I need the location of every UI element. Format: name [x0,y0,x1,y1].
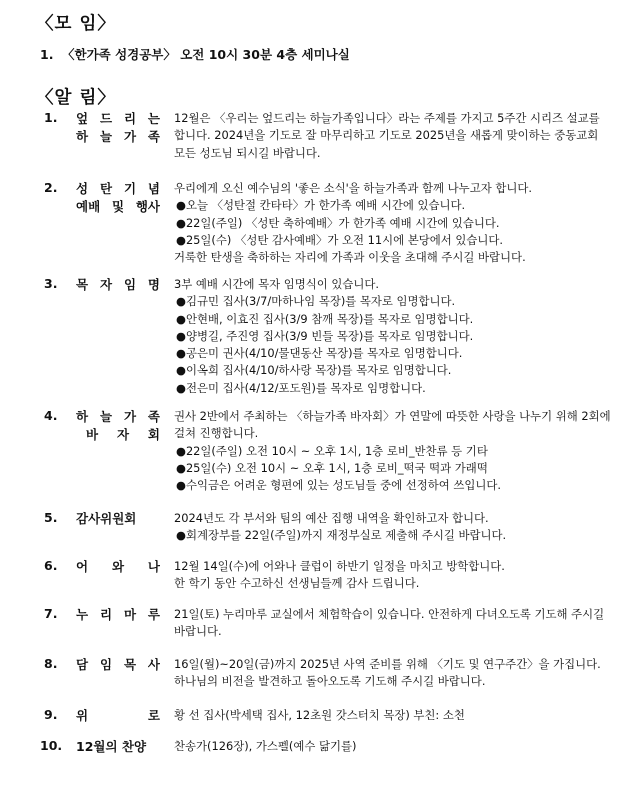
label-glyph: 마 [123,607,137,622]
label-glyph: 로 [147,708,160,723]
bullet-line: ●22일(주일) 〈성탄 축하예배〉가 한가족 예배 시간에 있습니다. [176,215,500,230]
body-text: 권사 2반에서 주최하는 〈하늘가족 바자회〉가 연말에 따뜻한 사랑을 나누기 위해 2회에 걸쳐 진행합니다. [174,409,611,441]
label-glyph: 임 [99,657,113,672]
bullet-line: ●25일(수) 〈성탄 감사예배〉가 오전 11시에 본당에서 있습니다. [176,232,504,247]
label-glyph: 하 [76,409,89,424]
label-glyph: 가 [123,129,137,144]
announcement-body [174,510,612,545]
gathering-item-number: 1. [40,47,54,62]
label-glyph: 행사 [135,199,160,214]
label-glyph: 사 [147,657,160,672]
label-glyph: 자 [116,427,130,442]
gathering-item [40,45,350,63]
gathering-item-text: 〈한가족 성경공부〉 오전 10시 30분 4층 세미나실 [62,47,350,62]
announcement-label [76,707,160,725]
bullet-line: ●수익금은 어려운 형편에 있는 성도님들 중에 선정하여 쓰입니다. [176,478,501,493]
gathering-heading: 〈모 임〉 [36,14,116,34]
body-line: 황 선 집사(박세택 집사, 12초원 갓스터치 목장) 부친: 소천 [174,708,465,722]
label-glyph: 목 [123,657,137,672]
label-glyph: 자 [99,277,113,292]
announcement-number: 4. [44,408,58,423]
announcement-body [174,110,612,162]
bullet-line: ●회계장부를 22일(주일)까지 재정부실로 제출해 주시길 바랍니다. [176,528,507,543]
label-glyph: 리 [123,111,137,126]
label-line [76,110,160,128]
announcement-label [76,558,160,576]
label-glyph: 위 [76,708,89,723]
label-glyph: 탄 [99,181,113,196]
label-glyph: 가 [123,409,137,424]
body-text: 16일(월)~20일(금)까지 2025년 사역 준비를 위해 〈기도 및 연구주간〉을 가집니다. 하나님의 비전을 발견하고 돌아오도록 기도해 주시길 바랍니다. [174,657,601,689]
announcement-number: 3. [44,276,58,291]
body-text: 21일(토) 누리마루 교실에서 체험학습이 있습니다. 안전하게 다녀오도록 기도해 주시길 바랍니다. [174,607,605,639]
body-text: 12월은 〈우리는 엎드리는 하늘가족입니다〉라는 주제를 가지고 5주간 시리즈 설교를 합니다. 2024년을 기도로 잘 마무리하고 기도로 2025년을 새롭게 맞이하는 중동교회 모든 성도님 되시길 바랍니다. [174,111,600,160]
label-line [76,128,160,146]
label-glyph: 및 [111,199,125,214]
label-line [76,180,160,198]
label-glyph: 목 [76,277,89,292]
body-line: 찬송가(126장), 가스펠(예수 닮기를) [174,739,357,753]
bullet-line: ●공은미 권사(4/10/물댄동산 목장)를 목자로 임명합니다. [176,346,463,361]
bullet-line: ●이옥희 집사(4/10/하사랑 목장)를 목자로 임명합니다. [176,363,452,378]
label-line [76,707,160,725]
label-line [76,198,160,216]
label-glyph: 리 [99,607,113,622]
label-line: 12월의 찬양 [76,739,147,754]
label-glyph: 엎 [76,111,89,126]
announcement-number: 2. [44,180,58,195]
label-glyph: 나 [147,559,160,574]
label-glyph: 늘 [99,129,113,144]
body-line: 2024년도 각 부서와 팀의 예산 집행 내역을 확인하고자 합니다. [174,511,489,525]
label-glyph: 회 [147,427,160,442]
announcement-body [174,558,612,593]
label-glyph: 족 [147,409,160,424]
announcement-body [174,738,612,755]
body-line: 한 학기 동안 수고하신 선생님들께 감사 드립니다. [174,576,420,591]
label-glyph: 는 [147,111,160,126]
label-glyph: 하 [76,129,89,144]
announcement-number: 6. [44,558,58,573]
announcement-body [174,276,612,397]
announcement-label [76,656,160,674]
bullet-line: ●25일(수) 오전 10시 ~ 오후 1시, 1층 로비_떡국 떡과 가래떡 [176,460,488,475]
announcement-label [76,408,160,444]
announcement-body [174,656,612,691]
announcement-number: 10. [40,738,63,753]
bullet-line: ●김규민 집사(3/7/마하나임 목장)를 목자로 임명합니다. [176,294,456,309]
label-glyph: 족 [147,129,160,144]
announcement-label [76,738,160,756]
label-glyph: 명 [147,277,160,292]
label-glyph: 임 [123,277,137,292]
label-line: 감사위원회 [76,511,137,526]
label-glyph: 성 [76,181,89,196]
announcement-number: 9. [44,707,58,722]
announcement-label [76,510,160,528]
bullet-line: ●안현배, 이효진 집사(3/9 참깨 목장)를 목자로 임명합니다. [176,311,474,326]
announcements-heading: 〈알 림〉 [36,88,116,108]
label-glyph: 늘 [99,409,113,424]
announcement-body [174,408,612,494]
announcement-label [76,276,160,294]
label-line [76,606,160,624]
label-glyph: 어 [76,559,89,574]
announcement-number: 7. [44,606,58,621]
bullet-line: ●오늘 〈성탄절 칸타타〉가 한가족 예배 시간에 있습니다. [176,198,466,213]
body-line: 12월 14일(수)에 어와나 클럽이 하반기 일정을 마치고 방학합니다. [174,559,505,573]
label-glyph: 와 [111,559,125,574]
body-line: 우리에게 오신 예수님의 '좋은 소식'을 하늘가족과 함께 나누고자 합니다. [174,181,532,195]
announcement-label [76,606,160,624]
announcement-body [174,606,612,641]
announcement-number: 8. [44,656,58,671]
label-line [76,426,160,444]
bullet-line: ●전은미 집사(4/12/포도원)를 목자로 임명합니다. [176,380,426,395]
label-glyph: 루 [147,607,160,622]
announcement-body [174,707,612,724]
label-glyph: 바 [86,427,99,442]
label-glyph: 누 [76,607,89,622]
bullet-line: ●양병길, 주진영 집사(3/9 빈들 목장)를 목자로 임명합니다. [176,328,474,343]
label-line [76,656,160,674]
label-glyph: 담 [76,657,89,672]
label-glyph: 드 [99,111,113,126]
body-line: 거룩한 탄생을 축하하는 자리에 가족과 이웃을 초대해 주시길 바랍니다. [174,250,526,265]
body-line: 3부 예배 시간에 목자 임명식이 있습니다. [174,277,380,291]
label-line [76,276,160,294]
announcement-label [76,110,160,146]
bullet-line: ●22일(주일) 오전 10시 ~ 오후 1시, 1층 로비_반찬류 등 기타 [176,443,488,458]
label-glyph: 예배 [76,199,101,214]
label-line [76,408,160,426]
announcement-number: 1. [44,110,58,125]
announcement-body [174,180,612,266]
label-line [76,558,160,576]
announcement-number: 5. [44,510,58,525]
label-glyph: 념 [147,181,160,196]
label-glyph: 기 [123,181,137,196]
announcement-label [76,180,160,216]
